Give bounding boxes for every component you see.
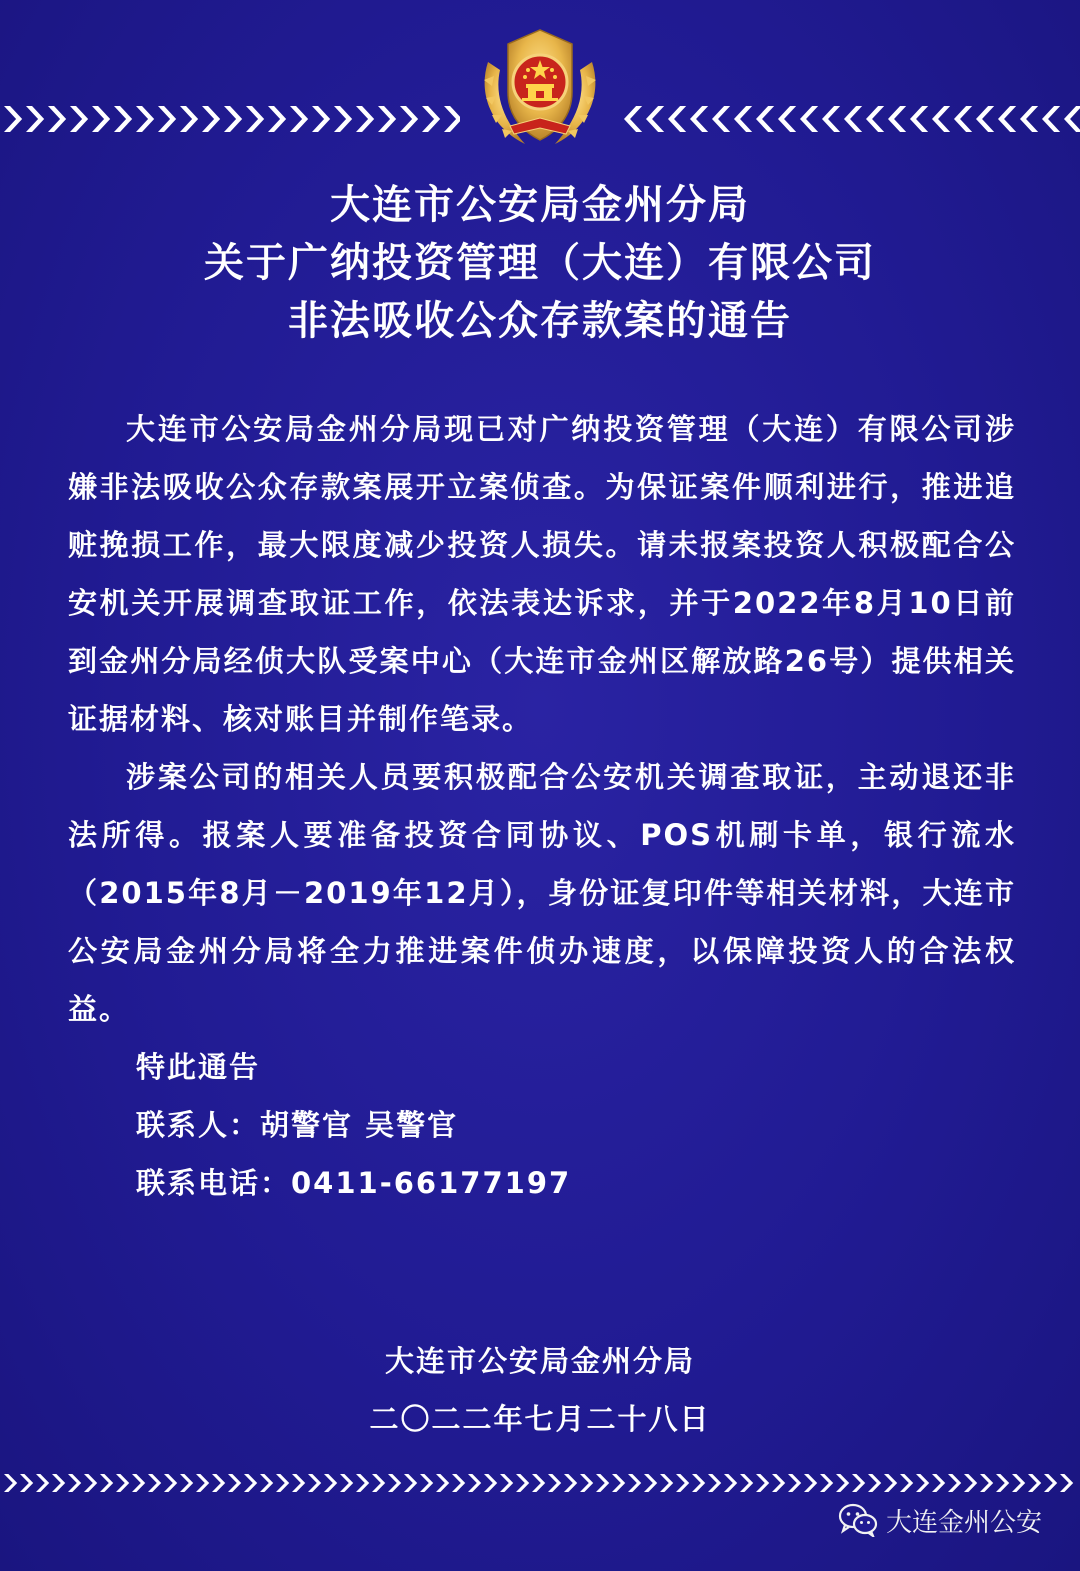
chevron-mark — [1044, 1474, 1057, 1492]
issuer-name: 大连市公安局金州分局 — [384, 1344, 695, 1378]
chevron-mark — [1012, 1474, 1025, 1492]
chevron-mark — [564, 1474, 577, 1492]
chevron-mark — [212, 1474, 225, 1492]
chevron-mark — [1064, 106, 1080, 132]
notice-body — [68, 400, 1016, 1212]
chevron-mark — [646, 106, 664, 132]
chevron-mark — [268, 106, 286, 132]
chevron-mark — [708, 1474, 721, 1492]
chevron-mark — [148, 1474, 161, 1492]
chevron-mark — [1060, 1474, 1073, 1492]
chevron-mark — [712, 106, 730, 132]
chevron-mark — [324, 1474, 337, 1492]
chevron-mark — [356, 106, 374, 132]
chevron-mark — [836, 1474, 849, 1492]
chevron-mark — [844, 106, 862, 132]
chevron-mark — [244, 1474, 257, 1492]
chevron-mark — [1020, 106, 1038, 132]
chevron-mark — [228, 1474, 241, 1492]
chevron-mark — [804, 1474, 817, 1492]
chevron-mark — [954, 106, 972, 132]
chevron-mark — [822, 106, 840, 132]
chevron-mark — [964, 1474, 977, 1492]
chevron-mark — [468, 1474, 481, 1492]
chevron-band-top-right — [620, 104, 1080, 134]
chevron-mark — [932, 1474, 945, 1492]
chevron-band-top-left — [0, 104, 460, 134]
chevron-mark — [334, 106, 352, 132]
chevron-mark — [532, 1474, 545, 1492]
chevron-mark — [740, 1474, 753, 1492]
chevron-mark — [692, 1474, 705, 1492]
chevron-mark — [26, 106, 44, 132]
chevron-mark — [996, 1474, 1009, 1492]
chevron-mark — [660, 1474, 673, 1492]
chevron-mark — [388, 1474, 401, 1492]
chevron-mark — [1042, 106, 1060, 132]
body-paragraph-1: 大连市公安局金州分局现已对广纳投资管理（大连）有限公司涉嫌非法吸收公众存款案展开立案侦查。为保证案件顺利进行，推进追赃挽损工作，最大限度减少投资人损失。请未报案投资人积极配合公安机关开展调查取证工作，依法表达诉求，并于2022年8月10日前到金州分局经侦大队受案中心（大连市金州区解放路26号）提供相关证据材料、核对账目并制作笔录。 — [68, 412, 1016, 736]
chevron-mark — [690, 106, 708, 132]
chevron-mark — [980, 1474, 993, 1492]
chevron-mark — [312, 106, 330, 132]
chevron-mark — [484, 1474, 497, 1492]
chevron-mark — [756, 106, 774, 132]
chevron-mark — [180, 1474, 193, 1492]
chevron-mark — [624, 106, 642, 132]
chevron-mark — [420, 1474, 433, 1492]
chevron-mark — [948, 1474, 961, 1492]
title-line-1: 大连市公安局金州分局 — [330, 182, 750, 228]
chevron-mark — [224, 106, 242, 132]
body-paragraph-2: 涉案公司的相关人员要积极配合公安机关调查取证，主动退还非法所得。报案人要准备投资合同协议、POS机刷卡单，银行流水（2015年8月－2019年12月），身份证复印件等相关材料，大连市公安局金州分局将全力推进案件侦办速度，以保障投资人的合法权益。 — [68, 760, 1016, 1026]
chevron-mark — [668, 106, 686, 132]
chevron-mark — [976, 106, 994, 132]
chevron-mark — [884, 1474, 897, 1492]
chevron-mark — [452, 1474, 465, 1492]
chevron-mark — [308, 1474, 321, 1492]
chevron-mark — [778, 106, 796, 132]
chevron-mark — [1028, 1474, 1041, 1492]
chevron-mark — [292, 1474, 305, 1492]
wechat-icon — [838, 1503, 878, 1537]
chevron-mark — [734, 106, 752, 132]
chevron-mark — [164, 1474, 177, 1492]
chevron-mark — [20, 1474, 33, 1492]
chevron-mark — [290, 106, 308, 132]
chevron-mark — [92, 106, 110, 132]
contact-phone: 联系电话：0411-66177197 — [136, 1166, 572, 1200]
chevron-mark — [84, 1474, 97, 1492]
notice-close: 特此通告 — [136, 1050, 261, 1084]
chevron-mark — [820, 1474, 833, 1492]
chevron-mark — [4, 1474, 17, 1492]
chevron-mark — [676, 1474, 689, 1492]
chevron-mark — [888, 106, 906, 132]
chevron-mark — [180, 106, 198, 132]
chevron-mark — [400, 106, 418, 132]
chevron-mark — [628, 1474, 641, 1492]
chevron-mark — [100, 1474, 113, 1492]
chevron-mark — [868, 1474, 881, 1492]
chevron-mark — [372, 1474, 385, 1492]
watermark — [838, 1500, 1042, 1540]
chevron-mark — [932, 106, 950, 132]
chevron-mark — [612, 1474, 625, 1492]
issue-date: 二〇二二年七月二十八日 — [369, 1402, 711, 1436]
chevron-mark — [132, 1474, 145, 1492]
watermark-text: 大连金州公安 — [885, 1507, 1042, 1538]
chevron-mark — [36, 1474, 49, 1492]
chevron-mark — [436, 1474, 449, 1492]
title-line-3: 非法吸收公众存款案的通告 — [288, 298, 792, 344]
notice-title — [0, 176, 1080, 350]
contact-person: 联系人：胡警官 吴警官 — [136, 1108, 459, 1142]
police-emblem-icon — [470, 22, 610, 154]
chevron-mark — [788, 1474, 801, 1492]
chevron-mark — [246, 106, 264, 132]
chevron-mark — [756, 1474, 769, 1492]
chevron-band-bottom — [0, 1472, 1080, 1494]
issuer-signature — [0, 1332, 1080, 1448]
chevron-mark — [800, 106, 818, 132]
chevron-mark — [580, 1474, 593, 1492]
chevron-mark — [158, 106, 176, 132]
chevron-mark — [116, 1474, 129, 1492]
chevron-mark — [422, 106, 440, 132]
chevron-mark — [444, 106, 460, 132]
chevron-mark — [900, 1474, 913, 1492]
title-line-2: 关于广纳投资管理（大连）有限公司 — [204, 240, 876, 286]
chevron-mark — [70, 106, 88, 132]
chevron-mark — [910, 106, 928, 132]
chevron-mark — [500, 1474, 513, 1492]
chevron-mark — [196, 1474, 209, 1492]
chevron-mark — [772, 1474, 785, 1492]
chevron-mark — [260, 1474, 273, 1492]
chevron-mark — [596, 1474, 609, 1492]
chevron-mark — [852, 1474, 865, 1492]
chevron-mark — [644, 1474, 657, 1492]
chevron-mark — [998, 106, 1016, 132]
chevron-mark — [866, 106, 884, 132]
chevron-mark — [4, 106, 22, 132]
chevron-mark — [516, 1474, 529, 1492]
chevron-mark — [202, 106, 220, 132]
chevron-mark — [724, 1474, 737, 1492]
chevron-mark — [404, 1474, 417, 1492]
chevron-mark — [378, 106, 396, 132]
chevron-mark — [548, 1474, 561, 1492]
chevron-mark — [68, 1474, 81, 1492]
chevron-mark — [52, 1474, 65, 1492]
chevron-mark — [356, 1474, 369, 1492]
chevron-mark — [136, 106, 154, 132]
chevron-mark — [48, 106, 66, 132]
chevron-mark — [114, 106, 132, 132]
chevron-mark — [276, 1474, 289, 1492]
chevron-mark — [916, 1474, 929, 1492]
chevron-mark — [340, 1474, 353, 1492]
